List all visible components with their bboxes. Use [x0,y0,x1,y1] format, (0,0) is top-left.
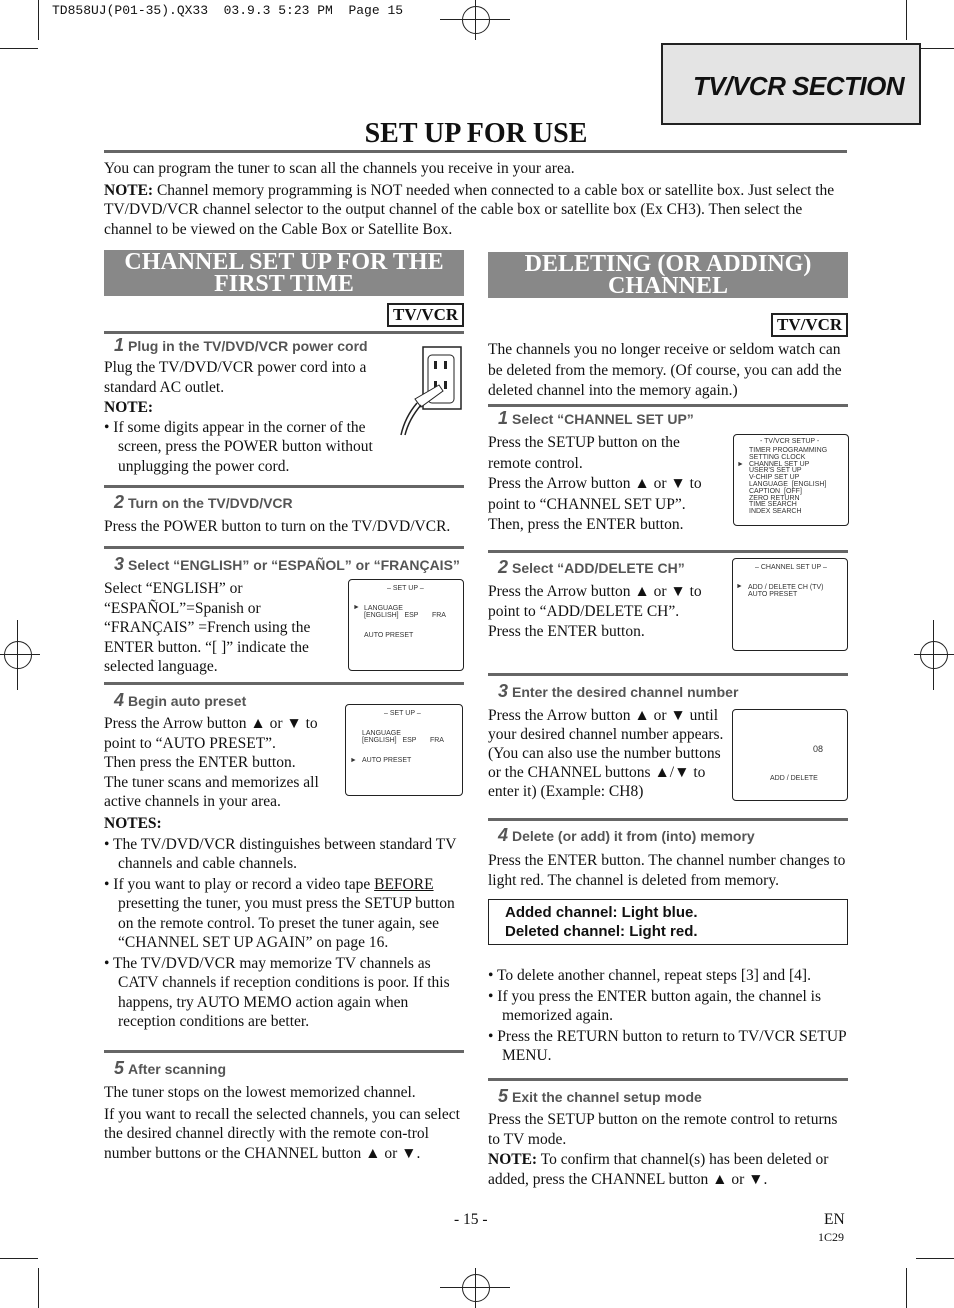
right-step-2-title: 2 Select “ADD/DELETE CH” [498,557,685,577]
page-title: SET UP FOR USE [364,118,588,149]
step-rule [488,673,848,676]
step-4-text: Press the Arrow button ▲ or ▼ to point to “AUTO PRESET”. Then press the ENTER button. The tuner scans and memorizes all active channels in your area. [104,715,319,810]
step-4-title: 4 Begin auto preset [114,690,247,710]
section-label-box [661,43,921,125]
menu-item: CAPTION [OFF] [749,487,802,495]
intro-note [104,181,848,240]
channel-number-screen: 08 ADD / DELETE [732,709,848,801]
notes-label: NOTES: [104,815,162,832]
crop-mark [906,0,907,40]
crop-mark [916,48,954,49]
crop-mark [0,1258,38,1259]
crop-mark [906,1268,907,1308]
step-rule [104,485,464,488]
menu-item: SETTING CLOCK [749,453,806,461]
left-banner: CHANNEL SET UP FOR THE FIRST TIME [104,250,464,296]
step-2-text: Press the POWER button to turn on the TV/DVD/VCR. [104,518,451,535]
right-intro: The channels you no longer receive or seldom watch can be deleted from the memory. (Of course, you can add the deleted channel into the memory again.) [488,341,842,399]
right-banner: DELETING (OR ADDING) CHANNEL [488,252,848,298]
menu-item: LANGUAGE [ENGLISH] [749,481,827,488]
right-step-4-text: Press the ENTER button. The channel number changes to light red. The channel is deleted from memory. [488,852,846,889]
step-4-notes [104,814,464,1032]
page-number: - 15 - [454,1211,488,1228]
step-3-text: Select “ENGLISH” or “ESPAÑOL”=Spanish or “FRANÇAIS” =French using the ENTER button. “[ ]” indicate the selected language. [104,580,311,675]
language-code: EN [824,1211,845,1228]
registration-mark [4,641,32,669]
note-text: Channel memory programming is NOT needed when connected to a cable box or satellite box. Just select the TV/DVD/VCR channel selector to the output channel of the cable box or satellite box (Ex CH3). Then select the channel to be viewed on the Cable Box or Satellite Box. [104,181,835,238]
note-bullet: • If some digits appear in the corner of the screen, press the POWER button without unplugging the power cord. [104,418,373,475]
right-step-3-text: Press the Arrow button ▲ or ▼ until your desired channel number appears. (You can also use the number buttons or the CHANNEL buttons ▲/▼ to enter it) (Example: CH8) [488,707,724,800]
step-2-title: 2 Turn on the TV/DVD/VCR [114,492,293,512]
right-step-5-title: 5 Exit the channel setup mode [498,1086,702,1106]
registration-mark [933,620,934,690]
registration-mark [475,0,476,40]
menu-item: CHANNEL SET UP [749,460,810,468]
right-step-4-title: 4 Delete (or add) it from (into) memory [498,825,755,845]
channel-setup-screen: – CHANNEL SET UP – ► ADD / DELETE CH (TV) AUTO PRESET [732,558,848,651]
setup-screen-auto-preset: – SET UP – LANGUAGE [ENGLISH] ESP FRA ► AUTO PRESET [345,704,463,796]
menu-item: TIME SEARCH [749,501,797,509]
color-legend-box [488,899,848,945]
registration-mark [440,1287,510,1288]
note-label: NOTE: [104,181,154,199]
tv-vcr-setup-screen: - TV/VCR SETUP - ► TIMER PROGRAMMING SETTING CLOCK CHANNEL SET UP USER'S SET UP V-CHIP SET UP LANGUAGE [ENGLISH] CAPTION [OFF] ZERO RETURN TIME SEARCH INDEX SEARCH [733,434,849,526]
section-label: TV/VCR SECTION [693,71,905,101]
crop-mark [0,48,38,49]
right-bullets [488,966,848,1066]
step-3-title: 3 Select “ENGLISH” or “ESPAÑOL” or “FRANÇAIS” [114,554,460,574]
document-code: 1C29 [818,1230,845,1244]
added-channel-note: Added channel: Light blue. [505,904,698,921]
registration-mark [914,654,954,655]
note-label: NOTE: [488,1151,538,1168]
registration-mark [462,6,490,34]
right-step-2-text: Press the Arrow button ▲ or ▼ to point to “ADD/DELETE CH”. Press the ENTER button. [488,583,702,640]
step-rule [104,1050,464,1053]
registration-mark [462,1274,490,1302]
step-1-text: Plug the TV/DVD/VCR power cord into a standard AC outlet. [104,359,367,396]
right-step-1-text: Press the SETUP button on the remote control. Press the Arrow button ▲ or ▼ to point to “CHANNEL SET UP”. Then, press the ENTER button. [488,434,702,533]
note-bullet: • The TV/DVD/VCR may memorize TV channels as CATV channels if reception conditions is poor. If this happens, try AUTO MEMO action again when reception conditions are better. [104,954,450,1030]
setup-screen-language: – SET UP – ► LANGUAGE [ENGLISH] ESP FRA AUTO PRESET [348,579,464,671]
power-outlet-illustration [395,345,465,437]
step-1-title: 1 Plug in the TV/DVD/VCR power cord [114,335,368,355]
intro-text [104,159,848,239]
step-rule [104,331,464,334]
right-step-3-title: 3 Enter the desired channel number [498,681,739,701]
note-label: NOTE: [104,399,154,416]
note-bullet: • If you want to play or record a video tape BEFORE presetting the tuner, you must press the SETUP button on the remote control. To preset the tuner again, see “CHANNEL SET UP AGAIN” on page 16. [104,875,455,951]
print-header: TD858UJ(P01-35).QX33 03.9.3 5:23 PM Page 15 [52,3,404,18]
right-step-5-text: Press the SETUP button on the remote control to returns to TV mode. NOTE: To confirm that channel(s) has been deleted or added, press the CHANNEL button ▲ or ▼. [488,1111,838,1188]
registration-mark [440,19,510,20]
step-5-title: 5 After scanning [114,1058,227,1078]
step-rule [104,682,464,685]
registration-mark [475,1268,476,1308]
crop-mark [38,1268,39,1308]
registration-mark [17,620,18,690]
step-rule [488,818,848,821]
menu-item: USER'S SET UP [749,467,802,475]
crop-mark [38,0,39,40]
step-rule [488,550,848,553]
menu-item: TIMER PROGRAMMING [749,447,828,454]
tv-vcr-badge: TV/VCR [387,303,464,327]
menu-item: ZERO RETURN [749,494,800,502]
bullet-item: • Press the RETURN button to return to TV/VCR SETUP MENU. [488,1027,847,1064]
intro-line: You can program the tuner to scan all the channels you receive in your area. [104,160,575,177]
step-5-text: The tuner stops on the lowest memorized channel. If you want to recall the selected channels, you can select the desired channel directly with the remote con-trol number buttons or the CHANNEL button ▲ or ▼. [104,1084,460,1162]
crop-mark [916,1258,954,1259]
bullet-item: • To delete another channel, repeat steps [3] and [4]. [488,967,811,984]
step-rule [488,1078,848,1081]
bullet-item: • If you press the ENTER button again, the channel is memorized again. [488,987,822,1024]
right-step-1-title: 1 Select “CHANNEL SET UP” [498,408,694,428]
tv-vcr-badge: TV/VCR [771,313,848,337]
step-1-note [104,398,404,476]
registration-mark [920,641,948,669]
title-rule [104,150,847,153]
registration-mark [0,654,40,655]
menu-item: V-CHIP SET UP [749,474,800,482]
deleted-channel-note: Deleted channel: Light red. [505,923,698,940]
step-rule [488,404,848,407]
note-bullet: • The TV/DVD/VCR distinguishes between standard TV channels and cable channels. [104,835,457,872]
step-rule [104,546,464,549]
menu-item: INDEX SEARCH [749,508,802,516]
